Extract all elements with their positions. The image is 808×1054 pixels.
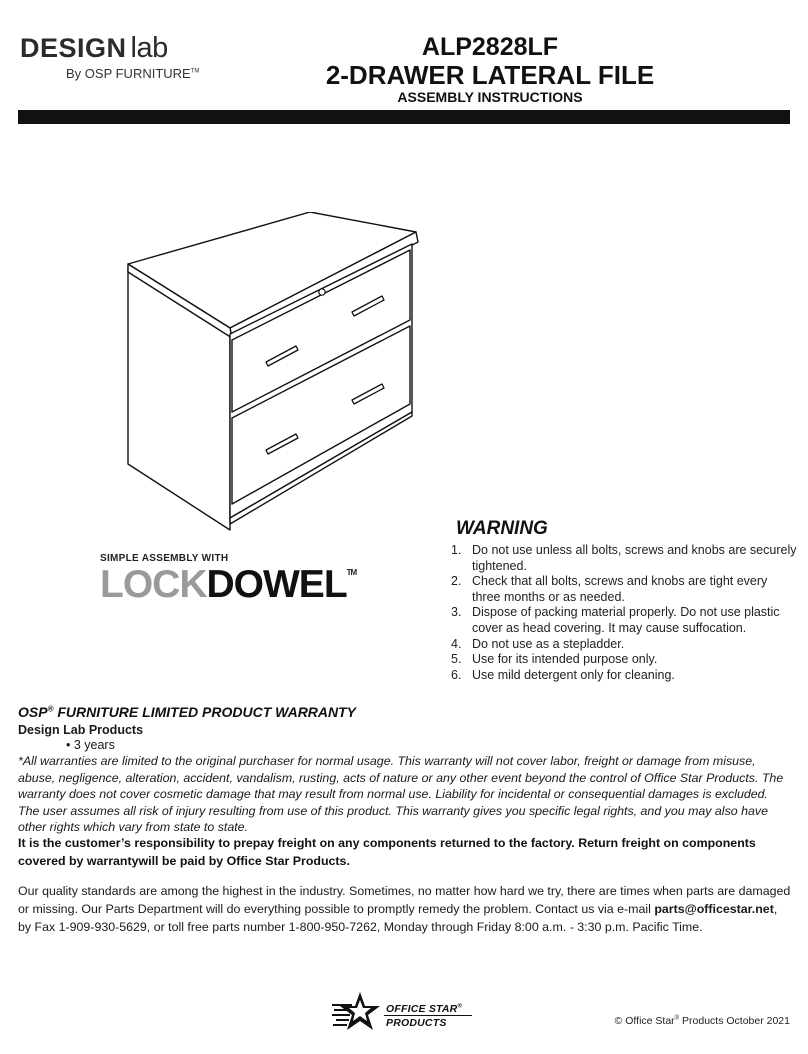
lockdowel-tagline: SIMPLE ASSEMBLY WITH bbox=[100, 553, 229, 564]
warning-item-number: 1. bbox=[451, 543, 462, 557]
logo-brand-light: lab bbox=[130, 32, 168, 64]
warranty-section bbox=[18, 704, 792, 836]
office-star-name-text: OFFICE STAR bbox=[386, 1003, 458, 1015]
product-title: 2-DRAWER LATERAL FILE bbox=[325, 60, 655, 90]
warning-item bbox=[447, 652, 797, 668]
quality-text-contact: , by Fax 1-909-930-5629, or toll free parts number 1-800-950-7262, Monday through Friday 8:00 a.m. - 3:30 p.m. Pacific Time. bbox=[18, 902, 778, 934]
warning-item bbox=[447, 637, 797, 653]
model-number: ALP2828LF bbox=[421, 33, 559, 61]
warning-item bbox=[447, 543, 797, 574]
lockdowel-lock-text: LOCK bbox=[100, 563, 207, 606]
logo-byline-text: By OSP FURNITURE bbox=[66, 66, 191, 81]
copyright-prefix: © Office Star bbox=[614, 1015, 675, 1027]
document-subtitle: ASSEMBLY INSTRUCTIONS bbox=[397, 89, 583, 105]
warning-item-number: 6. bbox=[451, 667, 462, 682]
designlab-logo bbox=[20, 34, 199, 81]
warranty-body: *All warranties are limited to the original purchaser for normal usage. This warranty will not cover labor, freight or damage from misuse, abuse, negligence, alteration, accident, vandalism, rusting, acts of nature or any other event beyond the control of Office Star Products. The warranty does not cover cosmetic damage that may result from normal use. Liability for incidental or consequential damages is excluded. The user assumes all risk of injury resulting from use of this product. This warranty gives you specific legal rights, and you may also have other rights which vary from state to state. bbox=[18, 754, 784, 834]
office-star-name bbox=[386, 1003, 462, 1015]
warranty-title-reg: ® bbox=[47, 704, 54, 714]
warning-item-text: Check that all bolts, screws and knobs are tight every three months or as needed. bbox=[472, 574, 768, 604]
warning-item-number: 5. bbox=[451, 652, 462, 667]
warranty-title-brand: OSP bbox=[18, 704, 48, 720]
warning-list bbox=[447, 543, 797, 683]
warranty-title-rest: FURNITURE LIMITED PRODUCT WARRANTY bbox=[53, 704, 357, 720]
lockdowel-logo bbox=[100, 553, 375, 604]
copyright-reg: ® bbox=[674, 1015, 680, 1022]
logo-byline-tm: TM bbox=[190, 68, 200, 75]
warranty-products: Design Lab Products bbox=[18, 723, 144, 737]
logo-byline bbox=[66, 66, 199, 81]
warning-item-text: Use for its intended purpose only. bbox=[472, 652, 658, 667]
office-star-reg: ® bbox=[457, 1003, 463, 1010]
warning-item-text: Dispose of packing material properly. Do not use plastic cover as head covering. It may cause suffocation. bbox=[472, 605, 780, 635]
freight-notice: It is the customer’s responsibility to prepay freight on any components returned to the factory. Return freight on components covered by warrantywill be paid by Office Star Products. bbox=[18, 836, 756, 868]
warning-item bbox=[447, 668, 797, 684]
office-star-rule bbox=[384, 1015, 472, 1016]
copyright-suffix: Products October 2021 bbox=[679, 1015, 790, 1027]
warning-item-number: 2. bbox=[451, 574, 462, 589]
quality-text: Our quality standards are among the highest in the industry. Sometimes, no matter how hard we try, there are times when parts are damaged or missing. Our Parts Department will do everything possible to promptly remedy the problem. Contact us via e-mail bbox=[18, 884, 791, 916]
warning-item-number: 4. bbox=[451, 636, 462, 651]
office-star-products: PRODUCTS bbox=[386, 1017, 447, 1029]
copyright-notice bbox=[615, 1015, 790, 1027]
quality-statement bbox=[18, 882, 792, 936]
star-icon bbox=[330, 990, 386, 1038]
warning-item-number: 3. bbox=[451, 605, 462, 620]
header-divider bbox=[18, 110, 790, 124]
warning-item bbox=[447, 574, 797, 605]
lock-icon bbox=[319, 289, 325, 295]
warranty-title bbox=[18, 704, 792, 720]
warranty-years: • 3 years bbox=[66, 738, 115, 752]
warning-item bbox=[447, 605, 797, 636]
warning-item-text: Do not use as a stepladder. bbox=[472, 636, 625, 651]
warning-item-text: Do not use unless all bolts, screws and knobs are securely tightened. bbox=[472, 543, 797, 573]
logo-brand-bold: DESIGN bbox=[20, 33, 127, 63]
parts-email-link[interactable]: parts@officestar.net bbox=[654, 902, 774, 916]
warning-section bbox=[447, 518, 797, 683]
lockdowel-tm: TM bbox=[346, 568, 357, 577]
office-star-logo bbox=[330, 990, 475, 1038]
lockdowel-dowel-text: DOWEL bbox=[206, 563, 347, 606]
warning-title: WARNING bbox=[456, 518, 548, 539]
warning-item-text: Use mild detergent only for cleaning. bbox=[472, 667, 675, 682]
lateral-file-illustration bbox=[120, 212, 430, 532]
